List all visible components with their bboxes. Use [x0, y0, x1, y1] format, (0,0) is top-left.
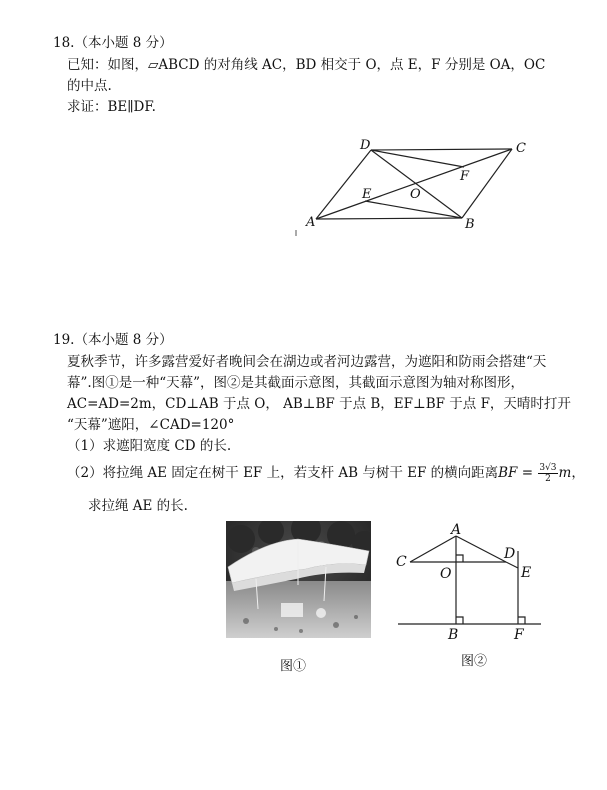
q19-label-F: F: [514, 627, 524, 643]
q19-part2-end: ，: [571, 465, 585, 481]
q18-given-text: ABCD 的对角线 AC，BD 相交于 O，点 E，F 分别是 OA，OC: [158, 57, 546, 73]
q19-segment-DE: [506, 562, 518, 568]
q18-label-F: F: [460, 169, 470, 184]
q19-unit: m: [558, 465, 572, 481]
q19-para-line2: 幕”.图①是一种“天幕”，图②是其截面示意图，其截面示意图为轴对称图形，: [67, 375, 524, 391]
q19-right-angle-O: [456, 555, 463, 562]
q19-label-C: C: [396, 554, 407, 570]
q19-var-bf: BF: [498, 465, 518, 481]
q19-equals: =: [517, 465, 538, 481]
q18-given-line2: 的中点.: [67, 78, 112, 94]
q18-header: 18.（本小题 8 分）: [53, 35, 173, 51]
parallelogram-icon: ▱: [148, 57, 159, 73]
q18-prove-line: 求证：BE∥DF.: [67, 99, 156, 115]
q18-label-O: O: [410, 187, 421, 202]
q19-para-line3: AC=AD=2m，CD⊥AB 于点 O， AB⊥BF 于点 B，EF⊥BF 于点 F，天晴时打开: [67, 396, 571, 412]
q19-segment-CA: [410, 536, 456, 562]
q19-part2-text: （2）将拉绳 AE 固定在树干 EF 上，若支杆 AB 与树干 EF 的横向距离: [67, 465, 499, 481]
q18-label-C: C: [516, 141, 526, 156]
q18-label-E: E: [362, 187, 372, 202]
q19-label-O: O: [440, 566, 452, 582]
q18-label-B: B: [465, 217, 475, 232]
figure2-caption: 图②: [461, 654, 488, 669]
q19-label-D: D: [504, 546, 516, 562]
q19-frac-numerator: 3√3: [539, 463, 557, 473]
q19-frac-denominator: 2: [545, 474, 551, 484]
q19-label-E: E: [521, 565, 532, 581]
q19-part1: （1）求遮阳宽度 CD 的长.: [67, 438, 232, 454]
q18-label-A: A: [306, 215, 316, 230]
q19-para-line1: 夏秋季节，许多露营爱好者晚间会在湖边或者河边露营，为遮阳和防雨会搭建“天: [67, 354, 547, 370]
q18-given-prefix: 已知：如图，: [67, 57, 148, 73]
figure1-caption: 图①: [280, 659, 307, 674]
q19-label-B: B: [448, 627, 459, 643]
q19-right-angle-F: [518, 617, 525, 624]
q19-right-angle-B: [456, 617, 463, 624]
q19-part3: 求拉绳 AE 的长.: [88, 498, 188, 514]
q19-para-line4: “天幕”遮阳，∠CAD=120°: [67, 417, 235, 433]
q18-label-D: D: [360, 138, 371, 153]
q19-header: 19.（本小题 8 分）: [53, 332, 173, 348]
q19-label-A: A: [451, 522, 462, 538]
